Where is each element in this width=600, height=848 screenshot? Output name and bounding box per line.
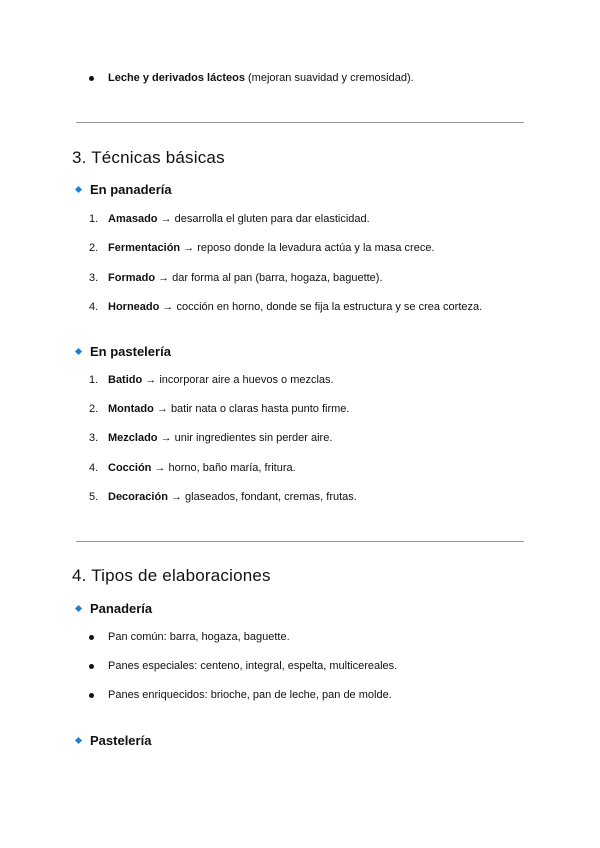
item-description: → batir nata o claras hasta punto firme.: [153, 403, 350, 415]
item-term: Amasado: [108, 213, 158, 225]
item-description: → desarrolla el gluten para dar elasticidad.: [157, 213, 370, 225]
list-item: [89, 300, 482, 314]
bullet-dot: [89, 693, 94, 698]
subsection-label: En panadería: [90, 182, 172, 197]
item-term: Fermentación: [108, 242, 181, 254]
bullet-dot: [89, 664, 94, 669]
item-description: → unir ingredientes sin perder aire.: [157, 432, 333, 444]
subsection-label: Pastelería: [90, 733, 152, 748]
item-term: Batido: [108, 374, 143, 386]
item-term: Formado: [108, 272, 156, 284]
item-number: 2.: [89, 242, 99, 254]
item-number: 2.: [89, 403, 99, 415]
list-item: [92, 659, 397, 673]
item-term: Cocción: [108, 462, 152, 474]
subsection-label: En pastelería: [90, 344, 171, 359]
item-description: → glaseados, fondant, cremas, frutas.: [167, 491, 357, 503]
list-item: [89, 402, 349, 416]
divider: [76, 541, 524, 542]
list-item: [89, 271, 383, 285]
item-description: (mejoran suavidad y cremosidad).: [244, 72, 414, 84]
item-number: 1.: [89, 374, 99, 386]
item-term: Leche y derivados lácteos: [108, 72, 245, 84]
item-text: Panes enriquecidos: brioche, pan de leche, pan de molde.: [108, 689, 392, 701]
list-item: [89, 373, 334, 387]
subsection-heading: [76, 182, 172, 197]
item-description: → horno, baño maría, fritura.: [151, 462, 296, 474]
item-term: Horneado: [108, 301, 160, 313]
item-number: 1.: [89, 213, 99, 225]
list-item: [89, 490, 357, 504]
list-item: [89, 431, 332, 445]
subsection-heading: [76, 733, 151, 748]
bullet-dot: [89, 635, 94, 640]
item-term: Decoración: [108, 491, 168, 503]
subsection-label: Panadería: [90, 601, 153, 616]
subsection-heading: [76, 344, 171, 359]
diamond-bullet-icon: [75, 605, 82, 612]
item-description: → reposo donde la levadura actúa y la masa crece.: [180, 242, 435, 254]
item-number: 4.: [89, 301, 99, 313]
item-term: Mezclado: [108, 432, 158, 444]
list-item: [89, 241, 435, 255]
diamond-bullet-icon: [75, 348, 82, 355]
item-number: 5.: [89, 491, 99, 503]
section-heading: 3. Técnicas básicas: [72, 148, 225, 167]
item-number: 4.: [89, 462, 99, 474]
item-number: 3.: [89, 432, 99, 444]
item-term: Montado: [108, 403, 154, 415]
diamond-bullet-icon: [75, 737, 82, 744]
list-item: [89, 212, 370, 226]
item-text: Pan común: barra, hogaza, baguette.: [108, 631, 290, 643]
item-description: → incorporar aire a huevos o mezclas.: [142, 374, 334, 386]
list-item: [92, 630, 290, 644]
item-description: → cocción en horno, donde se fija la estructura y se crea corteza.: [159, 301, 483, 313]
diamond-bullet-icon: [75, 186, 82, 193]
item-text: Panes especiales: centeno, integral, espelta, multicereales.: [108, 660, 398, 672]
list-item: [89, 461, 296, 475]
section-heading: 4. Tipos de elaboraciones: [72, 566, 271, 585]
item-number: 3.: [89, 272, 99, 284]
subsection-heading: [76, 601, 152, 616]
bullet-dot: [89, 76, 94, 81]
divider: [76, 122, 524, 123]
list-item: [92, 688, 392, 702]
item-description: → dar forma al pan (barra, hogaza, baguette).: [155, 272, 383, 284]
list-item: [92, 71, 414, 85]
